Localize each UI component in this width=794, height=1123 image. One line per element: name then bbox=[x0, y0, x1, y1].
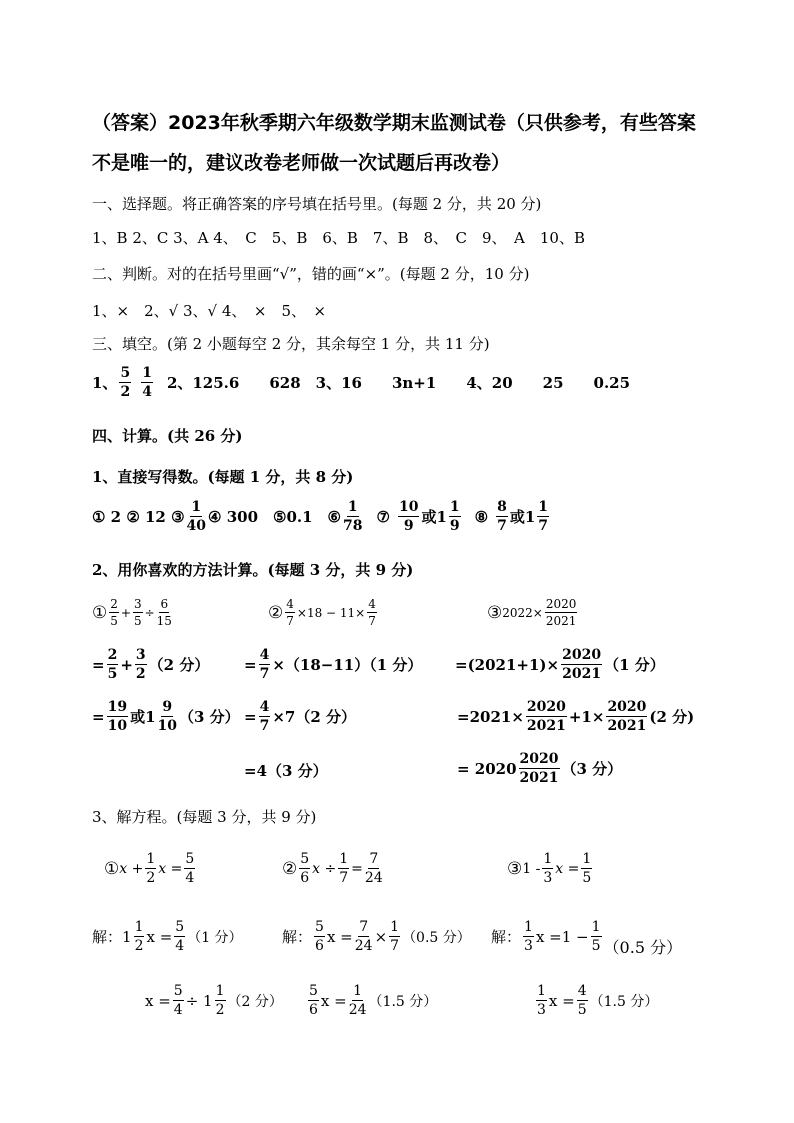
q2-step-1a: = $\frac{2}{5}$ + $\frac{3}{2}$ （2 分） bbox=[92, 647, 210, 682]
section-3-answers bbox=[92, 366, 630, 399]
s3-prefix: 1、 bbox=[92, 374, 118, 392]
q1-part: ④ 300 ⑤0.1 ⑥ bbox=[208, 508, 342, 526]
mixed-whole: 1 bbox=[436, 507, 447, 526]
q3-solution-1: 解： 1 $\frac{1}{2}$ x = $\frac{5}{4}$ （1 分） bbox=[92, 919, 243, 954]
q2-problem-2: ② $\frac{4}{7}$ ×18 − 11× $\frac{4}{7}$ bbox=[268, 597, 376, 628]
q2-step-2a: = $\frac{19}{10}$ 或 1 $\frac{9}{10}$ （3 分） bbox=[92, 699, 240, 734]
q1-answers bbox=[92, 500, 551, 533]
section-2-answers: 1、× 2、√ 3、√ 4、 × 5、 × bbox=[92, 302, 327, 320]
section-2-heading: 二、判断。对的在括号里画“√”，错的画“×”。(每题 2 分，10 分) bbox=[92, 265, 530, 283]
or-word: 或 bbox=[509, 508, 525, 526]
q3-heading: 3、解方程。(每题 3 分，共 9 分) bbox=[92, 808, 317, 826]
fraction: $\frac{8}{7}$ bbox=[497, 499, 507, 534]
q3-equation-1: ① x + $\frac{1}{2}$ x = $\frac{5}{4}$ bbox=[104, 851, 195, 886]
or-word: 或 bbox=[421, 508, 437, 526]
q2-step-1c: =(2021+1)× $\frac{2020}{2021}$ （1 分） bbox=[455, 647, 665, 682]
q2-step-2b: = $\frac{4}{7}$ ×7（2 分） bbox=[244, 699, 356, 734]
fraction: $\frac{10}{9}$ bbox=[398, 499, 419, 534]
q1-heading: 1、直接写得数。(每题 1 分，共 8 分) bbox=[92, 468, 354, 486]
section-3-heading: 三、填空。(第 2 小题每空 2 分，其余每空 1 分，共 11 分) bbox=[92, 335, 490, 353]
q3-solution-3: 解： $\frac{1}{3}$ x =1 − $\frac{1}{5}$ （0.5 分） bbox=[491, 919, 683, 957]
q2-problem-3: ③ 2022× $\frac{2020}{2021}$ bbox=[487, 597, 577, 628]
mixed-whole: 1 bbox=[524, 507, 536, 526]
title-line-2: 不是唯一的，建议改卷老师做一次试题后再改卷） bbox=[92, 152, 511, 174]
fraction: $\frac{1}{40}$ bbox=[186, 499, 207, 534]
fraction: $\frac{5}{2}$ bbox=[120, 365, 131, 400]
fraction: $\frac{1}{7}$ bbox=[538, 499, 549, 534]
q1-part: ⑦ bbox=[376, 507, 390, 526]
q1-part: ① 2 ② 12 ③ bbox=[92, 507, 185, 526]
q2-problem-1: ① $\frac{2}{5}$ + $\frac{3}{5}$ ÷ $\frac{6}{15}$ bbox=[92, 597, 172, 628]
q3-solution-1b: x = $\frac{5}{4}$ ÷ 1 $\frac{1}{2}$ （2 分） bbox=[145, 983, 283, 1018]
fraction: $\frac{1}{4}$ bbox=[142, 365, 152, 400]
s3-rest: 2、125.6 628 3、16 3n+1 4、20 25 0.25 bbox=[166, 374, 631, 392]
section-1-answers: 1、B 2、C 3、A 4、 C 5、B 6、B 7、B 8、 C 9、 A 10、B bbox=[92, 229, 585, 247]
q2-step-3b: =4（3 分） bbox=[244, 762, 328, 780]
section-4-heading: 四、计算。(共 26 分) bbox=[92, 427, 243, 445]
q2-step-2c: =2021× $\frac{2020}{2021}$ +1× $\frac{2020}{2021}$ (2 分) bbox=[457, 699, 695, 734]
q3-equation-3: ③ 1 - $\frac{1}{3}$ x = $\frac{1}{5}$ bbox=[507, 851, 592, 886]
q3-equation-2: ② $\frac{5}{6}$ x ÷ $\frac{1}{7}$ = $\frac{7}{24}$ bbox=[282, 851, 383, 886]
fraction: $\frac{1}{78}$ bbox=[343, 499, 363, 534]
q3-solution-2: 解： $\frac{5}{6}$ x = $\frac{7}{24}$ × $\frac{1}{7}$ （0.5 分） bbox=[282, 919, 471, 954]
q3-solution-2b: $\frac{5}{6}$ x = $\frac{1}{24}$ （1.5 分） bbox=[309, 983, 438, 1018]
q1-part: ⑧ bbox=[474, 507, 489, 526]
q2-heading: 2、用你喜欢的方法计算。(每题 3 分，共 9 分) bbox=[92, 561, 414, 579]
q3-solution-3b: $\frac{1}{3}$ x = $\frac{4}{5}$ （1.5 分） bbox=[537, 983, 659, 1018]
q2-step-3c: = 2020 $\frac{2020}{2021}$ （3 分） bbox=[457, 751, 623, 786]
q2-step-1b: = $\frac{4}{7}$ ×（18−11）（1 分） bbox=[244, 647, 423, 682]
fraction: $\frac{1}{9}$ bbox=[449, 499, 460, 534]
section-1-heading: 一、选择题。将正确答案的序号填在括号里。(每题 2 分，共 20 分) bbox=[92, 195, 542, 213]
title-line-1: （答案）2023年秋季期六年级数学期末监测试卷（只供参考，有些答案 bbox=[92, 112, 696, 134]
